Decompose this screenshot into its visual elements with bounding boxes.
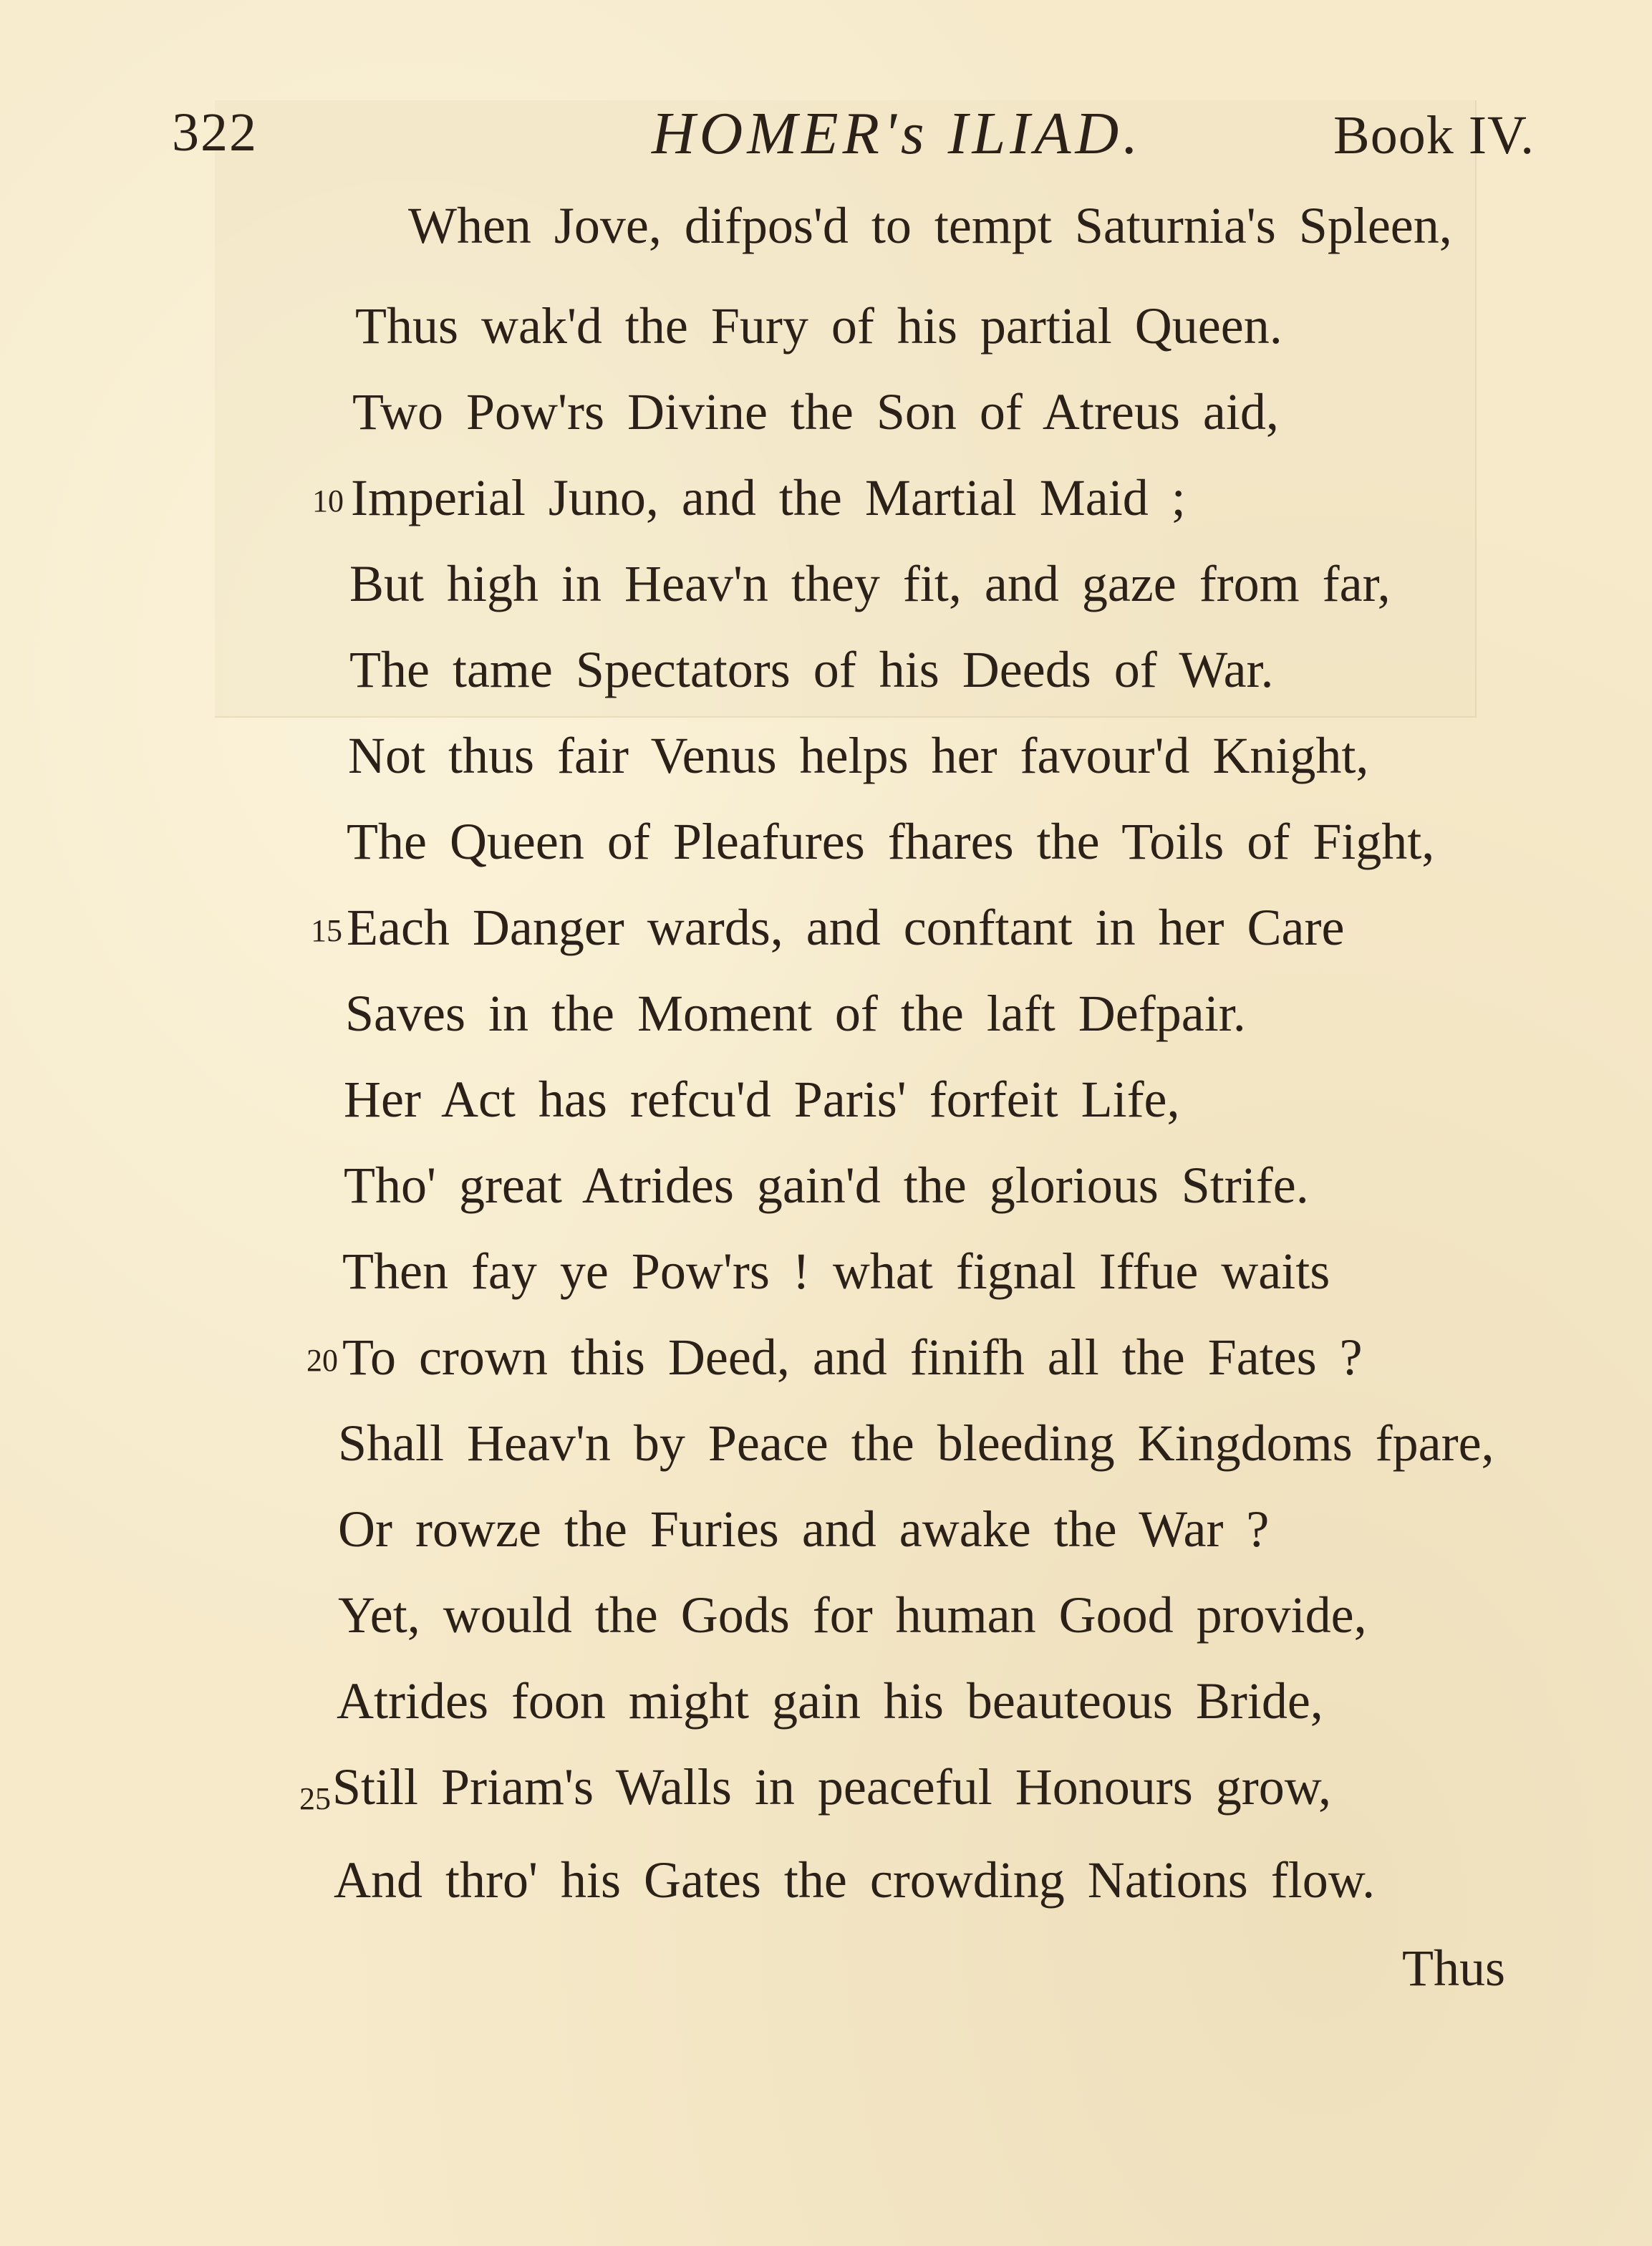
verse-line: Shall Heav'n by Peace the bleeding Kingdoms fpare, xyxy=(338,1414,1494,1472)
verse-line: Tho' great Atrides gain'd the glorious Strife. xyxy=(344,1157,1309,1214)
page-number: 322 xyxy=(172,102,258,163)
verse-line: When Jove, difpos'd to tempt Saturnia's Spleen, xyxy=(408,197,1452,254)
verse-line: Or rowze the Furies and awake the War ? xyxy=(338,1500,1270,1558)
verse-line: Then fay ye Pow'rs ! what fignal Iffue waits xyxy=(342,1243,1330,1300)
running-title: HOMER's ILIAD. xyxy=(652,100,1143,167)
verse-line: But high in Heav'n they fit, and gaze from far, xyxy=(349,555,1391,612)
verse-line: Two Pow'rs Divine the Son of Atreus aid, xyxy=(352,383,1279,440)
verse-line: The Queen of Pleafures fhares the Toils of Fight, xyxy=(347,813,1435,870)
book-label: Book IV. xyxy=(1333,105,1535,165)
running-head xyxy=(0,0,1652,186)
catchword: Thus xyxy=(1402,1939,1505,1997)
verse-line: Her Act has refcu'd Paris' forfeit Life, xyxy=(344,1071,1180,1128)
line-number-15: 15 xyxy=(311,913,342,948)
verse-line: And thro' his Gates the crowding Nations flow. xyxy=(334,1851,1376,1909)
line-number-10: 10 xyxy=(312,483,344,519)
verse-line: To crown this Deed, and finifh all the Fates ? xyxy=(342,1329,1363,1386)
verse-line: Each Danger wards, and conftant in her Care xyxy=(347,899,1345,956)
verse-line: Atrides foon might gain his beauteous Bride, xyxy=(337,1672,1323,1730)
line-number-25: 25 xyxy=(299,1781,331,1816)
line-number-20: 20 xyxy=(306,1343,338,1378)
verse-line: Still Priam's Walls in peaceful Honours grow, xyxy=(332,1758,1332,1816)
verse-line: The tame Spectators of his Deeds of War. xyxy=(349,641,1274,698)
verse-line: Saves in the Moment of the laft Defpair. xyxy=(345,985,1246,1042)
verse-line: Imperial Juno, and the Martial Maid ; xyxy=(351,469,1186,526)
verse-line: Thus wak'd the Fury of his partial Queen. xyxy=(355,297,1283,355)
verse-line: Not thus fair Venus helps her favour'd Knight, xyxy=(348,727,1369,784)
verse-line: Yet, would the Gods for human Good provide, xyxy=(338,1586,1367,1644)
